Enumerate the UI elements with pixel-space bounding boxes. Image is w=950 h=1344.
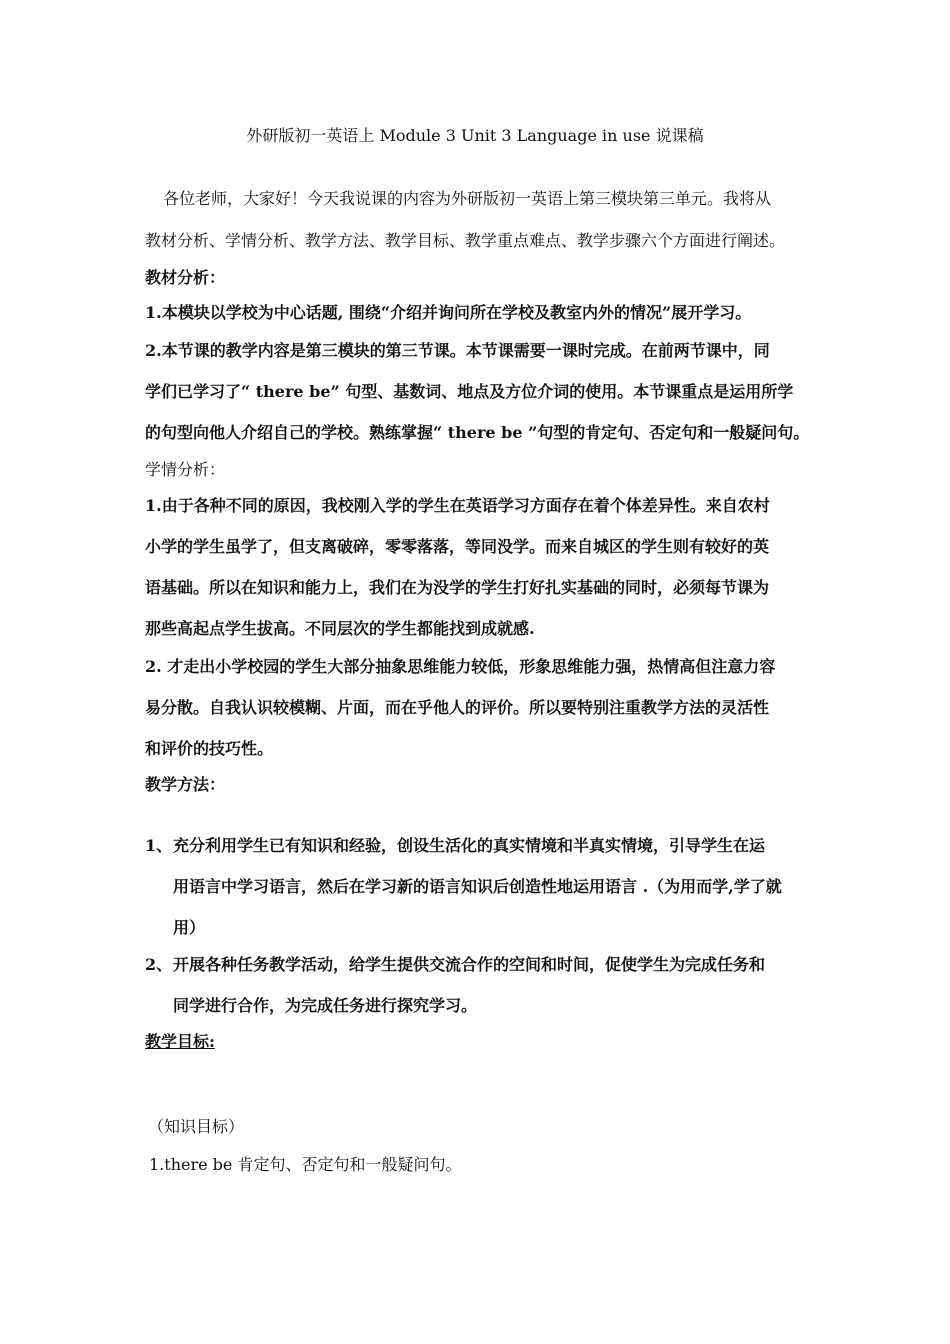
intro-line-2: 教材分析、学情分析、教学方法、教学目标、教学重点难点、教学步骤六个方面进行阐述。 — [145, 231, 786, 250]
methods-item-2-line-1: 开展各种任务教学活动，给学生提供交流合作的空间和时间，促使学生为完成任务和 — [173, 955, 766, 974]
methods-item-1-line-1: 充分利用学生已有知识和经验，创设生活化的真实情境和半真实情境，引导学生在运 — [173, 836, 766, 855]
students-paragraph-1-line-1: 1.由于各种不同的原因，我校刚入学的学生在英语学习方面存在着个体差异性。来自农村 — [145, 496, 770, 515]
materials-paragraph-1: 1.本模块以学校为中心话题, 围绕“介绍并询问所在学校及教室内外的情况”展开学习。 — [145, 303, 752, 322]
section-heading-methods: 教学方法： — [145, 775, 226, 794]
methods-item-1-line-3: 用） — [173, 918, 206, 937]
intro-line-1: 各位老师，大家好！今天我说课的内容为外研版初一英语上第三模块第三单元。我将从 — [163, 189, 772, 208]
methods-item-2-marker: 2、 — [145, 955, 173, 974]
objectives-subheading: （知识目标） — [148, 1117, 245, 1136]
students-paragraph-2-line-2: 易分散。自我认识较模糊、片面，而在乎他人的评价。所以要特别注重教学方法的灵活性 — [145, 698, 770, 717]
section-heading-objectives: 教学目标: — [145, 1032, 215, 1051]
materials-paragraph-2-line-2: 学们已学习了“ there be” 句型、基数词、地点及方位介词的使用。本节课重点是运用所学 — [145, 382, 794, 401]
methods-item-2-line-2: 同学进行合作，为完成任务进行探究学习。 — [173, 996, 478, 1015]
section-heading-materials: 教材分析： — [145, 268, 226, 287]
section-heading-students: 学情分析： — [145, 460, 226, 479]
students-paragraph-1-line-4: 那些高起点学生拔高。不同层次的学生都能找到成就感. — [145, 619, 535, 638]
materials-paragraph-2-line-3: 的句型向他人介绍自己的学校。熟练掌握“ there be ”句型的肯定句、否定句和一般疑问句。 — [145, 423, 810, 442]
students-paragraph-2-line-1: 2. 才走出小学校园的学生大部分抽象思维能力较低，形象思维能力强，热情高但注意力容 — [145, 657, 776, 676]
objectives-paragraph-1: 1.there be 肯定句、否定句和一般疑问句。 — [149, 1155, 462, 1174]
materials-paragraph-2-line-1: 2.本节课的教学内容是第三模块的第三节课。本节课需要一课时完成。在前两节课中，同 — [145, 341, 770, 360]
students-paragraph-2-line-3: 和评价的技巧性。 — [145, 739, 274, 758]
students-paragraph-1-line-2: 小学的学生虽学了，但支离破碎，零零落落，等同没学。而来自城区的学生则有较好的英 — [145, 537, 770, 556]
methods-item-1-marker: 1、 — [145, 836, 173, 855]
students-paragraph-1-line-3: 语基础。所以在知识和能力上，我们在为没学的学生打好扎实基础的同时，必须每节课为 — [145, 578, 770, 597]
methods-item-1-line-2: 用语言中学习语言，然后在学习新的语言知识后创造性地运用语言 .（为用而学,学了就 — [173, 877, 782, 896]
page-title: 外研版初一英语上 Module 3 Unit 3 Language in use 说课稿 — [246, 126, 704, 145]
